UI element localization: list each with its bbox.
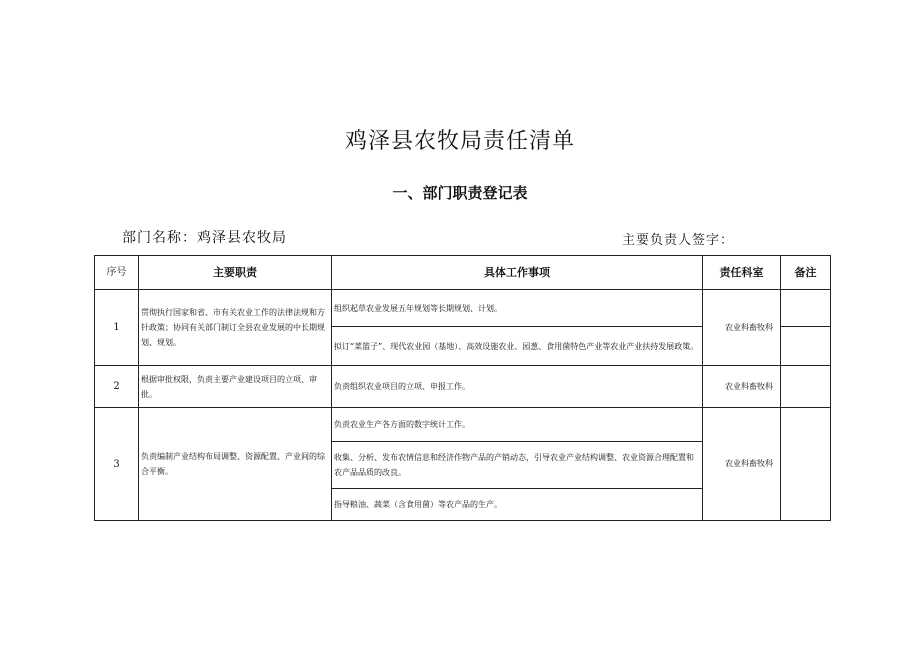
duty-cell: 贯彻执行国家和省、市有关农业工作的法律法规和方针政策；协同有关部门制订全县农业发展的中长期规划、规划。 bbox=[139, 290, 332, 366]
section-subtitle: 一、部门职责登记表 bbox=[392, 184, 528, 202]
table-row bbox=[95, 366, 831, 408]
header-seq: 序号 bbox=[95, 256, 139, 290]
duty-cell: 负责编制产业结构布局调整、资源配置、产业间的综合平衡。 bbox=[139, 408, 332, 521]
row-number: 2 bbox=[95, 366, 139, 408]
task-cell: 拟订“菜篮子”、现代农业园（基地）、高效设施农业、园葱、食用菌特色产业等农业产业扶持发展政策。 bbox=[332, 327, 703, 366]
header-office: 责任科室 bbox=[703, 256, 781, 290]
header-remark: 备注 bbox=[781, 256, 831, 290]
department-label: 部门名称：鸡泽县农牧局 bbox=[122, 230, 287, 246]
remark-cell bbox=[781, 366, 831, 408]
duty-registration-table bbox=[94, 255, 831, 521]
signature-label: 主要负责人签字： bbox=[622, 233, 735, 248]
row-number: 3 bbox=[95, 408, 139, 521]
task-cell: 负责组织农业项目的立项、申报工作。 bbox=[332, 366, 703, 408]
document-title: 鸡泽县农牧局责任清单 bbox=[344, 129, 575, 154]
remark-cell bbox=[781, 327, 831, 366]
header-tasks: 具体工作事项 bbox=[332, 256, 703, 290]
office-cell: 农业科畜牧科 bbox=[703, 290, 781, 366]
duty-cell: 根据审批权限，负责主要产业建设项目的立项、审批。 bbox=[139, 366, 332, 408]
remark-cell bbox=[781, 290, 831, 327]
task-cell: 指导粮油、蔬菜（含食用菌）等农产品的生产。 bbox=[332, 489, 703, 521]
table-row bbox=[95, 408, 831, 442]
office-cell: 农业科畜牧科 bbox=[703, 366, 781, 408]
remark-cell bbox=[781, 408, 831, 521]
office-cell: 农业科畜牧科 bbox=[703, 408, 781, 521]
header-duty: 主要职责 bbox=[139, 256, 332, 290]
table-header-row bbox=[95, 256, 831, 290]
row-number: 1 bbox=[95, 290, 139, 366]
task-cell: 负责农业生产各方面的数字统计工作。 bbox=[332, 408, 703, 442]
task-cell: 组织起草农业发展五年规划等长期规划、计划。 bbox=[332, 290, 703, 327]
task-cell: 收集、分析、发布农情信息和经济作物产品的产销动态，引导农业产业结构调整、农业资源合理配置和农产品品质的改良。 bbox=[332, 442, 703, 489]
table-row bbox=[95, 290, 831, 327]
